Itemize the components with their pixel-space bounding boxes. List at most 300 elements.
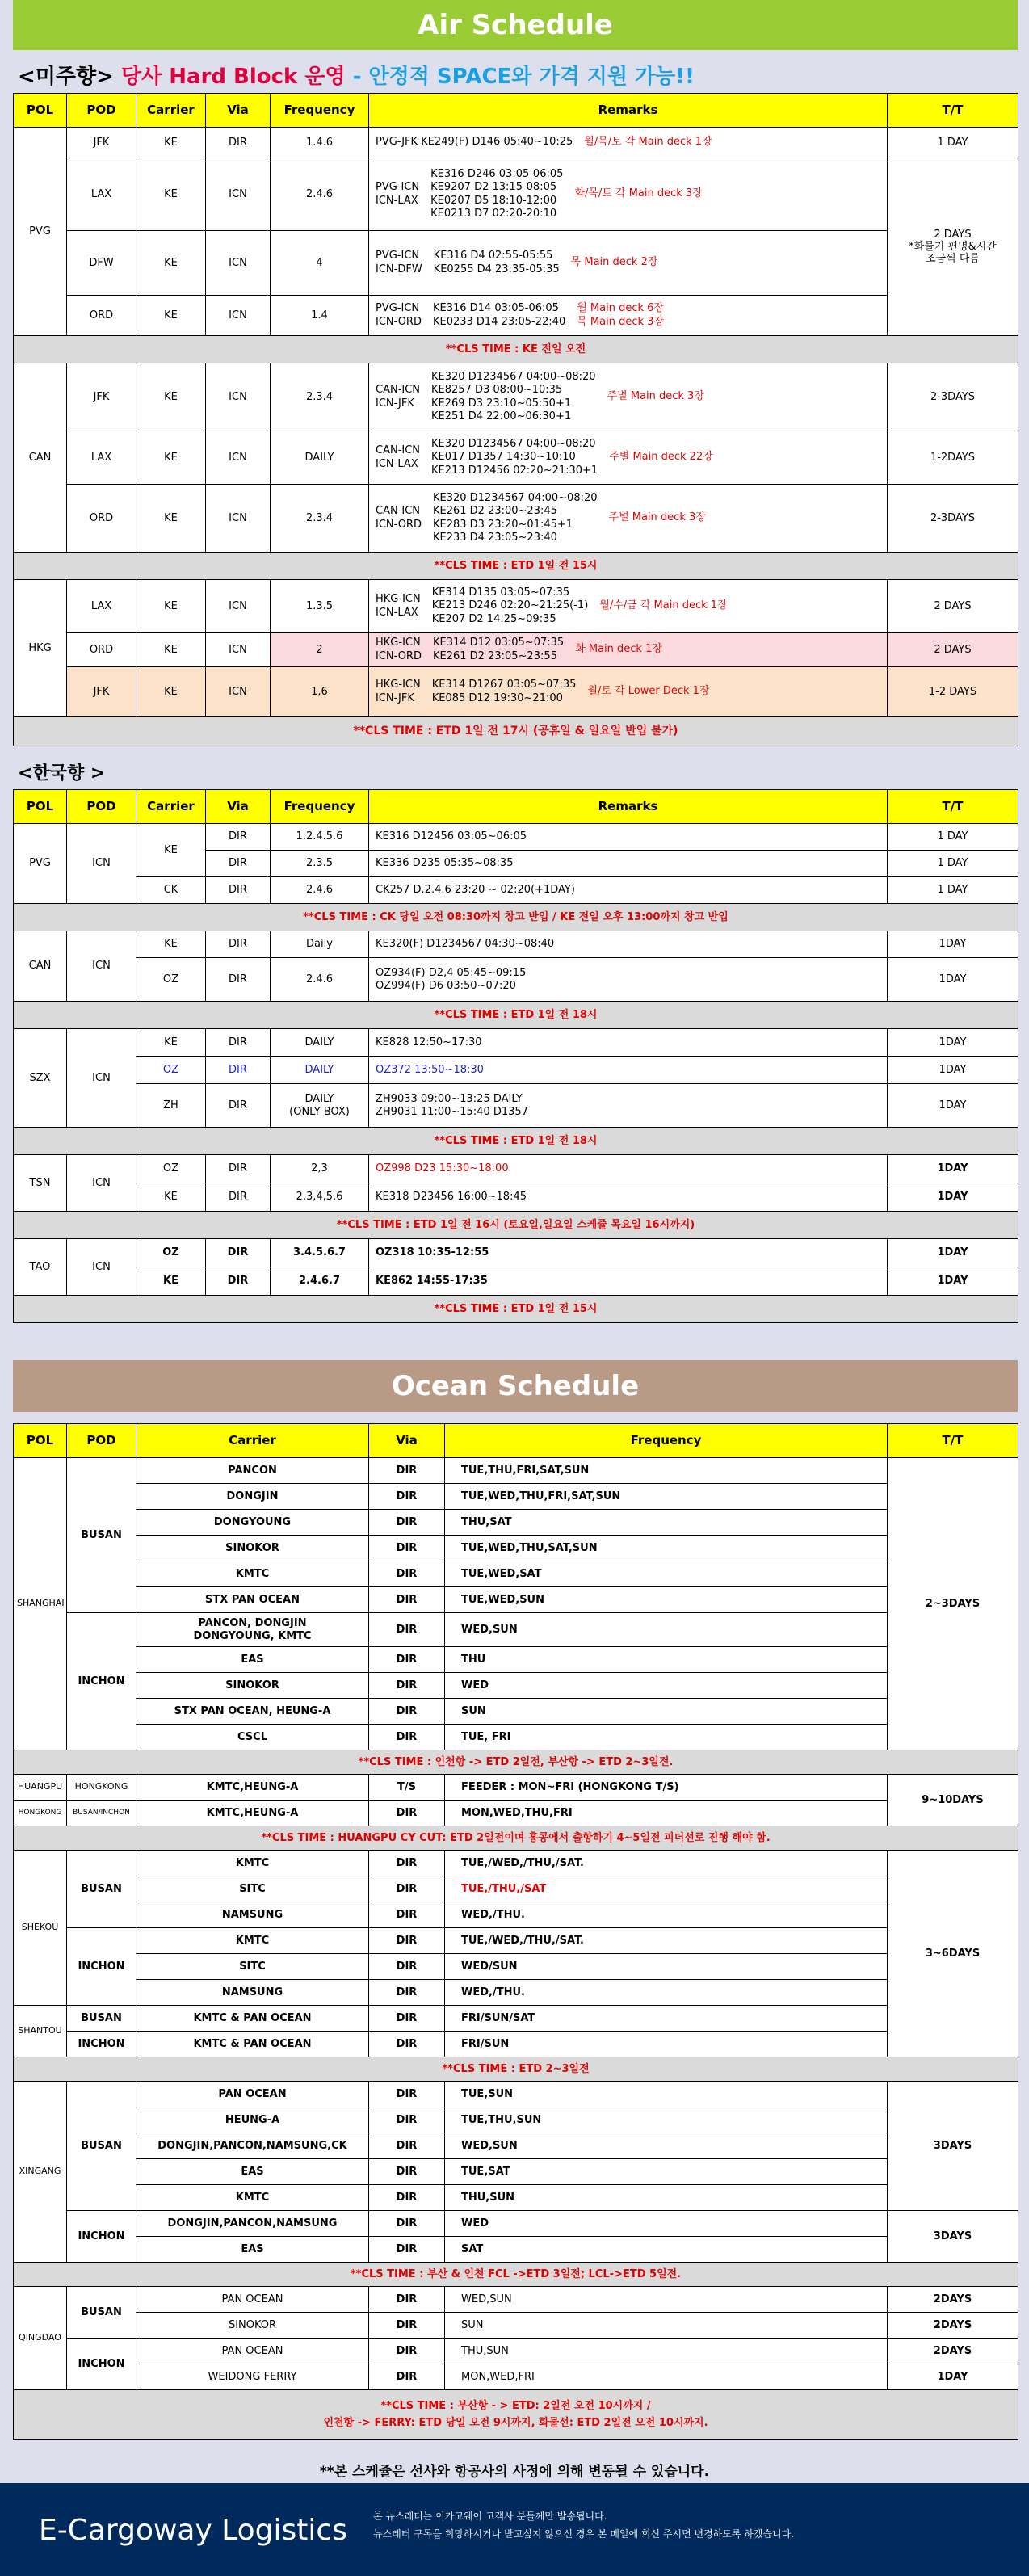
deck-note: 주별 Main deck 3장 — [608, 511, 706, 524]
route-label: HKG-ICN ICN-JFK — [376, 679, 421, 704]
col-header: POL — [14, 94, 67, 128]
tt-cell: 2 DAYS — [888, 580, 1018, 633]
table-row — [14, 1725, 1018, 1750]
col-header: Frequency — [445, 1424, 888, 1458]
carrier-cell: KE — [136, 931, 206, 958]
ocean-schedule-banner: Ocean Schedule — [13, 1360, 1018, 1412]
via-cell: DIR — [206, 1239, 271, 1267]
remarks-cell: KE316 D12456 03:05~06:05 — [369, 824, 888, 851]
pod-cell: INCHON — [67, 2211, 136, 2263]
table-row — [14, 485, 1018, 553]
freq-cell: THU,SUN — [445, 2339, 888, 2364]
cls-line: **CLS TIME : 부산항 - > ETD: 2일전 오전 10시까지 / — [380, 2399, 651, 2412]
table-row — [14, 128, 1018, 158]
table-row — [14, 1876, 1018, 1902]
carrier-cell: DONGJIN,PANCON,NAMSUNG,CK — [136, 2133, 369, 2159]
col-header: Via — [369, 1424, 445, 1458]
pod-cell: BUSAN — [67, 2082, 136, 2211]
carrier-cell: OZ — [136, 1155, 206, 1183]
carrier-cell: KE — [136, 667, 206, 717]
via-cell: DIR — [369, 1980, 445, 2006]
via-cell: DIR — [369, 1484, 445, 1510]
tt-cell: 2-3DAYS — [888, 485, 1018, 553]
carrier-cell: SITC — [136, 1876, 369, 1902]
newsletter-note — [373, 2507, 794, 2543]
via-cell: DIR — [369, 1699, 445, 1725]
table-row — [14, 1613, 1018, 1647]
via-cell: DIR — [206, 1267, 271, 1296]
pod-cell: BUSAN — [67, 2287, 136, 2339]
carrier-cell: SINOKOR — [136, 2313, 369, 2339]
pod-cell: ICN — [67, 1155, 136, 1212]
freq-cell: 2.3.5 — [271, 851, 369, 877]
pod-cell: LAX — [67, 580, 136, 633]
freq-cell: FRI/SUN — [445, 2032, 888, 2057]
freq-cell: TUE,THU,SUN — [445, 2107, 888, 2133]
table-row — [14, 2339, 1018, 2364]
via-cell: ICN — [206, 363, 271, 431]
pod-cell: ICN — [67, 824, 136, 904]
via-cell: DIR — [369, 2107, 445, 2133]
remarks-cell: CK257 D.2.4.6 23:20 ~ 02:20(+1DAY) — [369, 877, 888, 904]
freq-cell: 2.4.6 — [271, 877, 369, 904]
freq-cell: SAT — [445, 2237, 888, 2263]
freq-cell: THU — [445, 1647, 888, 1673]
via-cell: DIR — [369, 2211, 445, 2237]
pod-cell: INCHON — [67, 2032, 136, 2057]
pod-cell: LAX — [67, 431, 136, 485]
freq-cell: TUE,WED,SUN — [445, 1587, 888, 1613]
flight-lines: KE314 D12 03:05~07:35 KE261 D2 23:05~23:55 — [432, 637, 565, 662]
carrier-cell: CSCL — [136, 1725, 369, 1750]
cls-note: **CLS TIME : ETD 1일 전 18시 — [14, 1002, 1018, 1029]
table-row — [14, 431, 1018, 485]
tt-cell: 1DAY — [888, 931, 1018, 958]
carrier-cell: KE — [136, 363, 206, 431]
pol-cell: TSN — [14, 1155, 67, 1212]
tt-cell: 1DAY — [888, 958, 1018, 1002]
carrier-cell: STX PAN OCEAN — [136, 1587, 369, 1613]
company-logo: E-Cargoway Logistics — [39, 2514, 347, 2547]
pod-cell: HONGKONG — [67, 1775, 136, 1801]
table-row — [14, 231, 1018, 296]
via-cell: DIR — [369, 2339, 445, 2364]
table-row — [14, 667, 1018, 717]
carrier-cell: KE — [136, 1267, 206, 1296]
carrier-cell: NAMSUNG — [136, 1980, 369, 2006]
col-header: Frequency — [271, 790, 369, 824]
table-row — [14, 2287, 1018, 2313]
carrier-cell: SINOKOR — [136, 1673, 369, 1699]
flight-lines: KE320 D1234567 04:00~08:20 KE017 D1357 14:30~10:10 KE213 D12456 02:20~21:30+1 — [431, 438, 598, 477]
carrier-cell: EAS — [136, 1647, 369, 1673]
tt-cell: 1DAY — [888, 1267, 1018, 1296]
table-row — [14, 633, 1018, 667]
table-row — [14, 931, 1018, 958]
freq-cell: 4 — [271, 231, 369, 296]
cls-note: **CLS TIME : 인천항 -> ETD 2일전, 부산항 -> ETD 2~3일전. — [14, 1750, 1018, 1775]
route-label: CAN-ICN ICN-JFK — [376, 384, 421, 410]
table-row — [14, 1673, 1018, 1699]
via-cell: DIR — [369, 1458, 445, 1484]
via-cell: DIR — [206, 877, 271, 904]
freq-cell: 1.3.5 — [271, 580, 369, 633]
freq-cell: MON,WED,FRI — [445, 2364, 888, 2390]
freq-cell: TUE,THU,FRI,SAT,SUN — [445, 1458, 888, 1484]
table-row — [14, 1561, 1018, 1587]
freq-cell: TUE, FRI — [445, 1725, 888, 1750]
cls-note: **CLS TIME : ETD 1일 전 16시 (토요일,일요일 스케쥴 목요일 16시까지) — [14, 1212, 1018, 1239]
carrier-cell: KE — [136, 128, 206, 158]
via-cell: DIR — [369, 2185, 445, 2211]
carrier-cell: EAS — [136, 2237, 369, 2263]
table-row — [14, 1902, 1018, 1928]
route-label: HKG-ICN ICN-LAX — [376, 593, 421, 619]
air-kr-table — [13, 789, 1018, 1323]
freq-cell: DAILY — [271, 1029, 369, 1057]
pol-cell: SHANTOU — [14, 2006, 67, 2057]
pol-cell: SHEKOU — [14, 1851, 67, 2006]
pol-cell: SHANGHAI — [14, 1458, 67, 1750]
via-cell: DIR — [369, 1876, 445, 1902]
via-cell: DIR — [369, 1510, 445, 1536]
tt-cell: 3~6DAYS — [888, 1851, 1018, 2057]
freq-cell: WED/SUN — [445, 1954, 888, 1980]
table-row — [14, 2107, 1018, 2133]
cls-note: **CLS TIME : HUANGPU CY CUT: ETD 2일전이며 홍콩에서 출항하기 4~5일전 피더선로 진행 해야 함. — [14, 1826, 1018, 1851]
freq-cell: SUN — [445, 2313, 888, 2339]
table-row — [14, 2032, 1018, 2057]
col-header: POD — [67, 94, 136, 128]
via-cell: DIR — [369, 2313, 445, 2339]
carrier-cell: KE — [136, 158, 206, 231]
table-row — [14, 1057, 1018, 1084]
carrier-cell: DONGYOUNG — [136, 1510, 369, 1536]
via-cell: DIR — [369, 1851, 445, 1876]
deck-note: 월/토 각 Lower Deck 1장 — [587, 685, 710, 698]
tt-cell: 1-2 DAYS — [888, 667, 1018, 717]
col-header: POD — [67, 1424, 136, 1458]
tt-cell: 1DAY — [888, 1057, 1018, 1084]
tt-cell: 2-3DAYS — [888, 363, 1018, 431]
freq-cell: 2.4.6 — [271, 958, 369, 1002]
freq-cell: TUE,/WED,/THU,/SAT. — [445, 1851, 888, 1876]
table-row — [14, 580, 1018, 633]
freq-cell: TUE,WED,THU,SAT,SUN — [445, 1536, 888, 1561]
carrier-cell: KE — [136, 580, 206, 633]
via-cell: DIR — [369, 2082, 445, 2107]
via-cell: DIR — [369, 1613, 445, 1647]
remarks-cell: KE862 14:55-17:35 — [369, 1267, 888, 1296]
carrier-cell: KE — [136, 1029, 206, 1057]
cls-note: **CLS TIME : 부산 & 인천 FCL ->ETD 3일전; LCL->ETD 5일전. — [14, 2263, 1018, 2287]
tt-cell: 3DAYS — [888, 2082, 1018, 2211]
remarks-cell — [369, 296, 888, 336]
remarks-cell: KE336 D235 05:35~08:35 — [369, 851, 888, 877]
carrier-cell: SINOKOR — [136, 1536, 369, 1561]
freq-cell: TUE,/THU,/SAT — [445, 1876, 888, 1902]
pod-cell: ICN — [67, 1239, 136, 1296]
table-row — [14, 1928, 1018, 1954]
table-row — [14, 1183, 1018, 1212]
deck-note: 화 Main deck 1장 — [575, 643, 662, 656]
via-cell: ICN — [206, 667, 271, 717]
tt-cell: 1DAY — [888, 1155, 1018, 1183]
carrier-cell: PAN OCEAN — [136, 2339, 369, 2364]
cls-note: **CLS TIME : CK 당일 오전 08:30까지 창고 반입 / KE 전일 오후 13:00까지 창고 반입 — [14, 904, 1018, 931]
table-row — [14, 158, 1018, 231]
via-cell: DIR — [369, 2032, 445, 2057]
cls-note: **CLS TIME : ETD 1일 전 15시 — [14, 1296, 1018, 1323]
tt-cell: 2DAYS — [888, 2287, 1018, 2313]
carrier-cell: KE — [136, 296, 206, 336]
deck-note: 주별 Main deck 3장 — [607, 390, 704, 403]
carrier-cell: PANCON — [136, 1458, 369, 1484]
via-cell: DIR — [369, 2006, 445, 2032]
us-heading-sub: - 안정적 SPACE와 가격 지원 가능!! — [345, 65, 695, 89]
table-row — [14, 1510, 1018, 1536]
via-cell: DIR — [206, 1029, 271, 1057]
carrier-cell: EAS — [136, 2159, 369, 2185]
freq-cell: FEEDER : MON~FRI (HONGKONG T/S) — [445, 1775, 888, 1801]
via-cell: DIR — [206, 851, 271, 877]
pod-cell: JFK — [67, 363, 136, 431]
freq-cell: WED,/THU. — [445, 1980, 888, 2006]
table-row — [14, 1851, 1018, 1876]
tt-cell: 2~3DAYS — [888, 1458, 1018, 1750]
col-header: Carrier — [136, 790, 206, 824]
flight-lines: KE316 D4 02:55-05:55 KE0255 D4 23:35-05:35 — [433, 250, 560, 275]
pol-cell: XINGANG — [14, 2082, 67, 2263]
table-row — [14, 1647, 1018, 1673]
tt-cell: 1DAY — [888, 1029, 1018, 1057]
cls-note — [14, 2390, 1018, 2440]
freq-cell: 1,6 — [271, 667, 369, 717]
carrier-cell: OZ — [136, 958, 206, 1002]
tt-cell: 3DAYS — [888, 2211, 1018, 2263]
table-row — [14, 2006, 1018, 2032]
freq-cell: 1.4.6 — [271, 128, 369, 158]
carrier-cell: KMTC — [136, 1928, 369, 1954]
freq-cell: DAILY (ONLY BOX) — [271, 1084, 369, 1128]
via-cell: ICN — [206, 633, 271, 667]
remarks-cell — [369, 667, 888, 717]
footer-bar — [0, 2483, 1029, 2576]
tt-group-text: 2 DAYS *화물기 편명&시간 조금씩 다름 — [909, 228, 997, 266]
tt-cell: 2DAYS — [888, 2339, 1018, 2364]
deck-note: 목 Main deck 2장 — [570, 256, 658, 269]
carrier-cell: KE — [136, 633, 206, 667]
deck-note: 월/수/금 각 Main deck 1장 — [599, 599, 728, 612]
pol-cell: CAN — [14, 931, 67, 1002]
remarks-cell: OZ318 10:35-12:55 — [369, 1239, 888, 1267]
route-label: PVG-ICN ICN-DFW — [376, 250, 422, 275]
table-row — [14, 2237, 1018, 2263]
table-row — [14, 1458, 1018, 1484]
cls-row — [14, 1750, 1018, 1775]
col-header: Carrier — [136, 94, 206, 128]
air-us-table — [13, 93, 1018, 746]
table-row — [14, 2313, 1018, 2339]
cls-row — [14, 2390, 1018, 2440]
via-cell: DIR — [206, 824, 271, 851]
table-row — [14, 2133, 1018, 2159]
carrier-cell: SITC — [136, 1954, 369, 1980]
remarks-cell — [369, 231, 888, 296]
kr-heading: <한국향 > — [18, 763, 106, 784]
cls-note: **CLS TIME : ETD 2~3일전 — [14, 2057, 1018, 2082]
pod-cell: JFK — [67, 128, 136, 158]
via-cell: ICN — [206, 431, 271, 485]
freq-cell: DAILY — [271, 1057, 369, 1084]
col-header: T/T — [888, 790, 1018, 824]
pol-cell: SZX — [14, 1029, 67, 1128]
freq-cell: 1.4 — [271, 296, 369, 336]
cls-note: **CLS TIME : KE 전일 오전 — [14, 336, 1018, 363]
carrier-cell: KE — [136, 1183, 206, 1212]
table-row — [14, 1699, 1018, 1725]
table-row — [14, 1801, 1018, 1826]
freq-cell: TUE,SAT — [445, 2159, 888, 2185]
col-header: T/T — [888, 1424, 1018, 1458]
table-row — [14, 1155, 1018, 1183]
tt-cell: 1DAY — [888, 1084, 1018, 1128]
via-cell: DIR — [206, 931, 271, 958]
carrier-cell: PANCON, DONGJIN DONGYOUNG, KMTC — [136, 1613, 369, 1647]
route-label: PVG-ICN ICN-LAX — [376, 181, 420, 207]
carrier-cell: WEIDONG FERRY — [136, 2364, 369, 2390]
freq-cell: 2.3.4 — [271, 485, 369, 553]
table-row — [14, 1954, 1018, 1980]
table-row — [14, 1029, 1018, 1057]
carrier-cell: KMTC — [136, 2185, 369, 2211]
pod-cell: ORD — [67, 633, 136, 667]
freq-cell: TUE,WED,THU,FRI,SAT,SUN — [445, 1484, 888, 1510]
carrier-cell: KE — [136, 431, 206, 485]
via-cell: DIR — [206, 958, 271, 1002]
via-cell: ICN — [206, 296, 271, 336]
col-header: Remarks — [369, 94, 888, 128]
deck-note: 화/목/토 각 Main deck 3장 — [574, 187, 703, 200]
table-row — [14, 1084, 1018, 1128]
freq-cell: DAILY — [271, 431, 369, 485]
via-cell: DIR — [369, 2287, 445, 2313]
freq-cell: WED,/THU. — [445, 1902, 888, 1928]
cls-note: **CLS TIME : ETD 1일 전 18시 — [14, 1128, 1018, 1155]
freq-cell: FRI/SUN/SAT — [445, 2006, 888, 2032]
pod-cell: BUSAN — [67, 2006, 136, 2032]
col-header: Frequency — [271, 94, 369, 128]
carrier-cell: HEUNG-A — [136, 2107, 369, 2133]
carrier-cell: KMTC,HEUNG-A — [136, 1775, 369, 1801]
carrier-cell: OZ — [136, 1239, 206, 1267]
us-heading — [18, 60, 695, 90]
cls-row — [14, 2057, 1018, 2082]
pod-cell: LAX — [67, 158, 136, 231]
freq-cell: 3.4.5.6.7 — [271, 1239, 369, 1267]
freq-cell: 2 — [271, 633, 369, 667]
pod-cell: ORD — [67, 296, 136, 336]
freq-cell: 2.3.4 — [271, 363, 369, 431]
table-row — [14, 877, 1018, 904]
via-cell: ICN — [206, 580, 271, 633]
tt-cell: 1 DAY — [888, 824, 1018, 851]
tt-cell: 1 DAY — [888, 877, 1018, 904]
remarks-cell: KE828 12:50~17:30 — [369, 1029, 888, 1057]
col-header: POD — [67, 790, 136, 824]
tt-cell: 1-2DAYS — [888, 431, 1018, 485]
via-cell: DIR — [369, 1647, 445, 1673]
us-heading-prefix: <미주향> — [18, 65, 114, 89]
table-row — [14, 1536, 1018, 1561]
table-row — [14, 2364, 1018, 2390]
carrier-cell: KMTC — [136, 1561, 369, 1587]
carrier-cell: DONGJIN,PANCON,NAMSUNG — [136, 2211, 369, 2237]
tt-cell: 2DAYS — [888, 2313, 1018, 2339]
col-header: POL — [14, 1424, 67, 1458]
pol-cell: HONGKONG — [14, 1801, 67, 1826]
deck-note: 월 Main deck 6장 목 Main deck 3장 — [577, 302, 664, 328]
carrier-cell: KE — [136, 231, 206, 296]
cls-row — [14, 336, 1018, 363]
via-cell: DIR — [369, 1561, 445, 1587]
flight-lines: KE320 D1234567 04:00~08:20 KE261 D2 23:00~23:45 KE283 D3 23:20~01:45+1 KE233 D4 23:05~23:40 — [432, 492, 598, 544]
remarks-cell — [369, 580, 888, 633]
via-cell: DIR — [369, 2237, 445, 2263]
via-cell: DIR — [206, 1155, 271, 1183]
pod-cell: ICN — [67, 931, 136, 1002]
via-cell: DIR — [206, 128, 271, 158]
pod-cell: ICN — [67, 1029, 136, 1128]
pol-cell: PVG — [14, 824, 67, 904]
via-cell: DIR — [369, 1801, 445, 1826]
tt-cell: 1 DAY — [888, 128, 1018, 158]
tt-cell: 1DAY — [888, 1239, 1018, 1267]
pod-cell: BUSAN/INCHON — [67, 1801, 136, 1826]
remarks-cell: KE320(F) D1234567 04:30~08:40 — [369, 931, 888, 958]
carrier-cell: PAN OCEAN — [136, 2287, 369, 2313]
carrier-cell: STX PAN OCEAN, HEUNG-A — [136, 1699, 369, 1725]
freq-cell: 1.2.4.5.6 — [271, 824, 369, 851]
freq-cell: WED,SUN — [445, 1613, 888, 1647]
tt-cell: 1 DAY — [888, 851, 1018, 877]
via-cell: DIR — [369, 1725, 445, 1750]
carrier-cell: KMTC & PAN OCEAN — [136, 2032, 369, 2057]
pol-cell: CAN — [14, 363, 67, 553]
cls-row — [14, 553, 1018, 580]
pol-cell: HKG — [14, 580, 67, 717]
freq-cell: WED — [445, 1673, 888, 1699]
pod-cell: BUSAN — [67, 1851, 136, 1928]
remarks-cell — [369, 363, 888, 431]
table-row — [14, 1267, 1018, 1296]
deck-note: 월/목/토 각 Main deck 1장 — [584, 136, 712, 149]
cls-row — [14, 2263, 1018, 2287]
col-header: Via — [206, 94, 271, 128]
col-header: Via — [206, 790, 271, 824]
via-cell: DIR — [206, 1057, 271, 1084]
carrier-cell: NAMSUNG — [136, 1902, 369, 1928]
freq-cell: 2.4.6.7 — [271, 1267, 369, 1296]
ocean-table — [13, 1423, 1018, 2440]
flight-lines: KE316 D246 03:05-06:05 KE9207 D2 13:15-08:05 KE0207 D5 18:10-12:00 KE0213 D7 02:20-20:10 — [430, 168, 564, 220]
carrier-cell: KMTC,HEUNG-A — [136, 1801, 369, 1826]
table-header-row — [14, 94, 1018, 128]
pol-cell: QINGDAO — [14, 2287, 67, 2390]
via-cell: ICN — [206, 485, 271, 553]
carrier-cell: ZH — [136, 1084, 206, 1128]
remarks-cell — [369, 158, 888, 231]
